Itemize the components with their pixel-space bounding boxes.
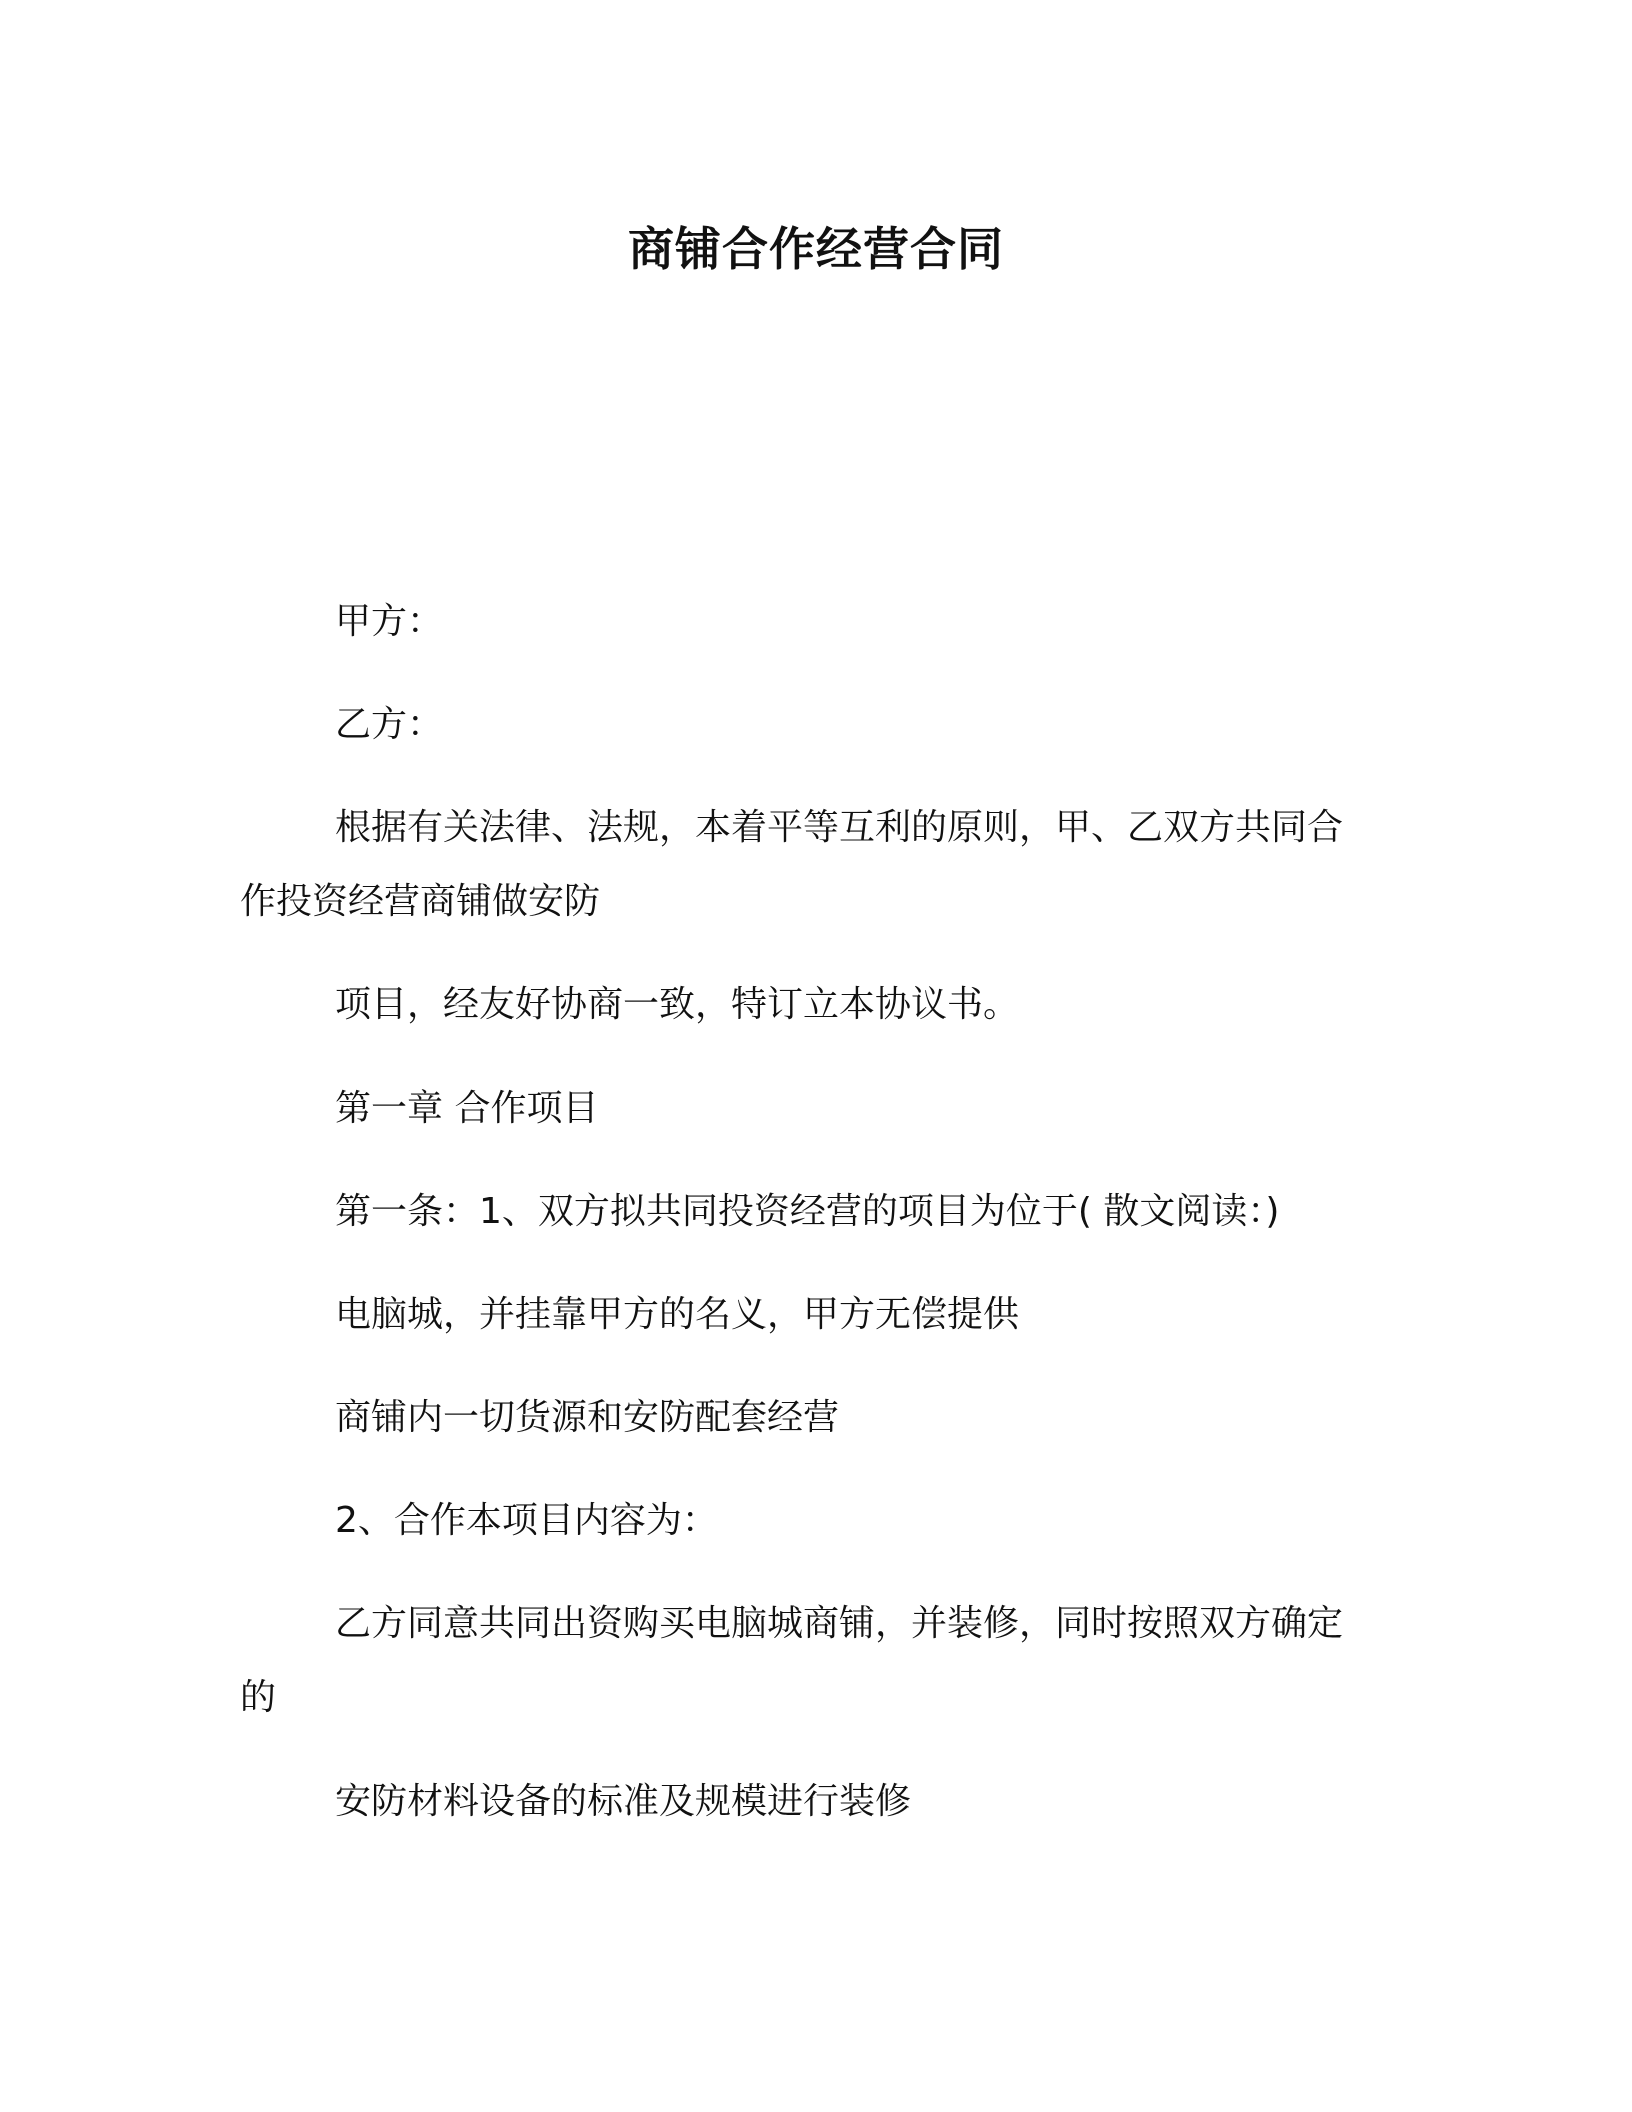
article-one-line-3: 商铺内一切货源和安防配套经营 (335, 1397, 840, 1438)
intro-paragraph-line-2: 作投资经营商铺做安防 (240, 881, 601, 922)
intro-paragraph-line-3: 项目，经友好协商一致，特订立本协议书。 (335, 984, 1020, 1025)
party-a-line: 甲方： (335, 601, 444, 642)
clause-two-heading: 2、合作本项目内容为： (335, 1500, 718, 1541)
article-one-line-2: 电脑城，并挂靠甲方的名义，甲方无偿提供 (335, 1294, 1020, 1335)
party-b-line: 乙方： (335, 704, 444, 745)
clause-two-line-3: 安防材料设备的标准及规模进行装修 (335, 1781, 912, 1822)
chapter-heading: 第一章 合作项目 (335, 1088, 599, 1129)
clause-two-line-2: 的 (240, 1677, 277, 1718)
intro-paragraph-line-1: 根据有关法律、法规，本着平等互利的原则，甲、乙双方共同合 (335, 807, 1344, 848)
clause-two-line-1: 乙方同意共同出资购买电脑城商铺，并装修，同时按照双方确定 (335, 1603, 1344, 1644)
article-one-line-1: 第一条：1、双方拟共同投资经营的项目为位于( 散文阅读：) (335, 1191, 1280, 1232)
document-title: 商铺合作经营合同 (628, 222, 1004, 276)
